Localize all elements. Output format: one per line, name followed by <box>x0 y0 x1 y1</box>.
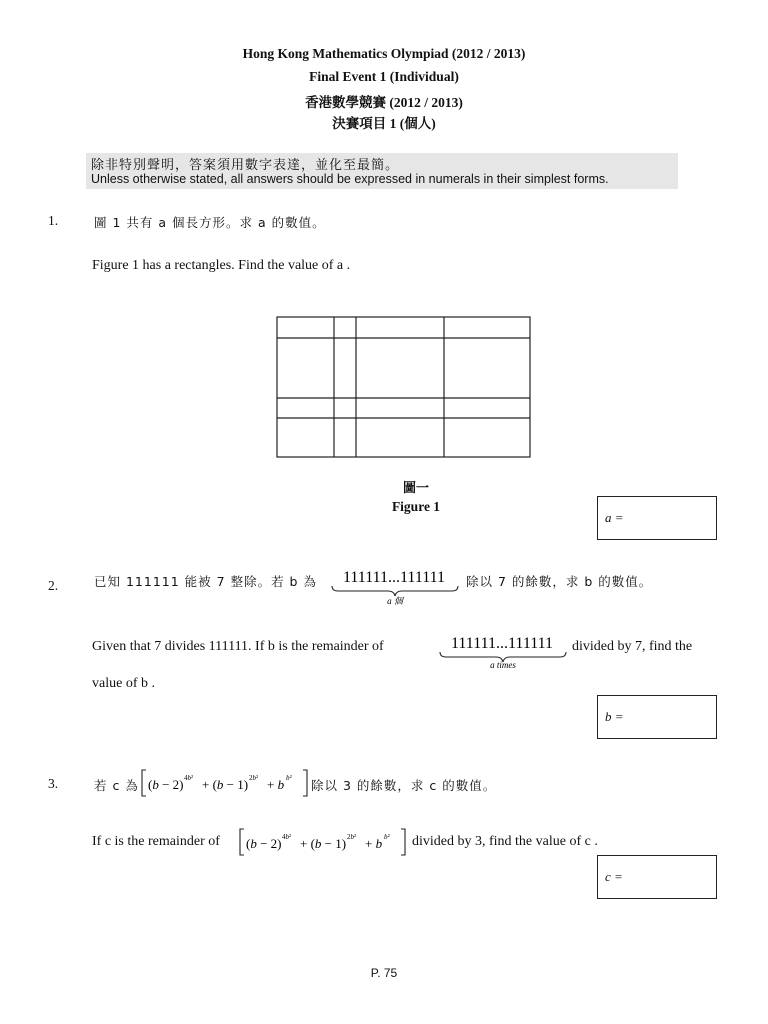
answer-label-a: a = <box>605 510 624 525</box>
q1-chinese-text: 圖 1 共有 a 個長方形。求 a 的數值。 <box>94 215 326 230</box>
q3-expression-en <box>238 827 408 857</box>
svg-text:2b²: 2b² <box>347 833 357 841</box>
svg-text:4b²: 4b² <box>282 833 292 841</box>
header-line-4: 決賽項目 1 (個人) <box>332 116 436 131</box>
svg-text:+ b: + b <box>365 836 383 851</box>
header-line-1: Hong Kong Mathematics Olympiad (2012 / 2013) <box>242 46 526 61</box>
svg-text:b²: b² <box>286 774 292 782</box>
page-number: P. 75 <box>370 966 398 980</box>
q2-english-text-a: Given that 7 divides 111111. If b is the remainder of <box>92 639 384 654</box>
q2-english-text-c: value of b . <box>92 676 155 691</box>
q3-chinese-text-b: 除以 3 的餘數，求 c 的數值。 <box>311 778 497 793</box>
svg-text:b²: b² <box>384 833 390 841</box>
q1-number: 1. <box>48 213 59 228</box>
q2-digits-brace-en <box>436 630 570 672</box>
svg-text:+ (b − 1): + (b − 1) <box>202 777 249 792</box>
notice-chinese: 除非特別聲明，答案須用數字表達，並化至最簡。 <box>91 157 400 172</box>
figure-1-label-chinese: 圖一 <box>402 481 429 496</box>
q3-expression-cn <box>140 768 310 798</box>
q2-brace-label-en: a times <box>490 660 516 670</box>
q1-english-text: Figure 1 has a rectangles. Find the value of a . <box>92 258 351 273</box>
header-line-3: 香港數學競賽 (2012 / 2013) <box>305 95 463 110</box>
figure-1-grid <box>276 316 532 459</box>
q2-number: 2. <box>48 578 59 593</box>
svg-text:(b − 2): (b − 2) <box>148 777 184 792</box>
figure-1-label-english: Figure 1 <box>391 499 441 514</box>
notice-english: Unless otherwise stated, all answers should be expressed in numerals in their simplest forms. <box>91 172 609 186</box>
q3-english-text-a: If c is the remainder of <box>92 834 220 849</box>
svg-text:4b²: 4b² <box>184 774 194 782</box>
q2-chinese-text-a: 已知 111111 能被 7 整除。若 b 為 <box>94 574 317 589</box>
q2-chinese-text-b: 除以 7 的餘數，求 b 的數值。 <box>466 574 653 589</box>
q3-number: 3. <box>48 776 59 791</box>
svg-text:(b − 2): (b − 2) <box>246 836 282 851</box>
instructions-notice <box>86 153 678 189</box>
svg-text:+ (b − 1): + (b − 1) <box>300 836 347 851</box>
svg-text:+ b: + b <box>267 777 285 792</box>
q2-digits-en: 111111...111111 <box>450 635 554 652</box>
answer-label-b: b = <box>605 709 624 724</box>
header-line-2: Final Event 1 (Individual) <box>309 69 459 84</box>
svg-text:2b²: 2b² <box>249 774 259 782</box>
q3-chinese-text-a: 若 c 為 <box>94 778 139 793</box>
answer-box-c[interactable] <box>597 855 717 899</box>
q2-brace-label-cn: a 個 <box>387 596 403 606</box>
answer-label-c: c = <box>605 869 623 884</box>
answer-box-b[interactable] <box>597 695 717 739</box>
q3-english-text-b: divided by 3, find the value of c . <box>412 834 598 849</box>
q2-digits-brace-cn <box>328 564 462 606</box>
q2-digits-cn: 111111...111111 <box>342 569 446 586</box>
q2-english-text-b: divided by 7, find the <box>572 639 693 654</box>
answer-box-a[interactable] <box>597 496 717 540</box>
